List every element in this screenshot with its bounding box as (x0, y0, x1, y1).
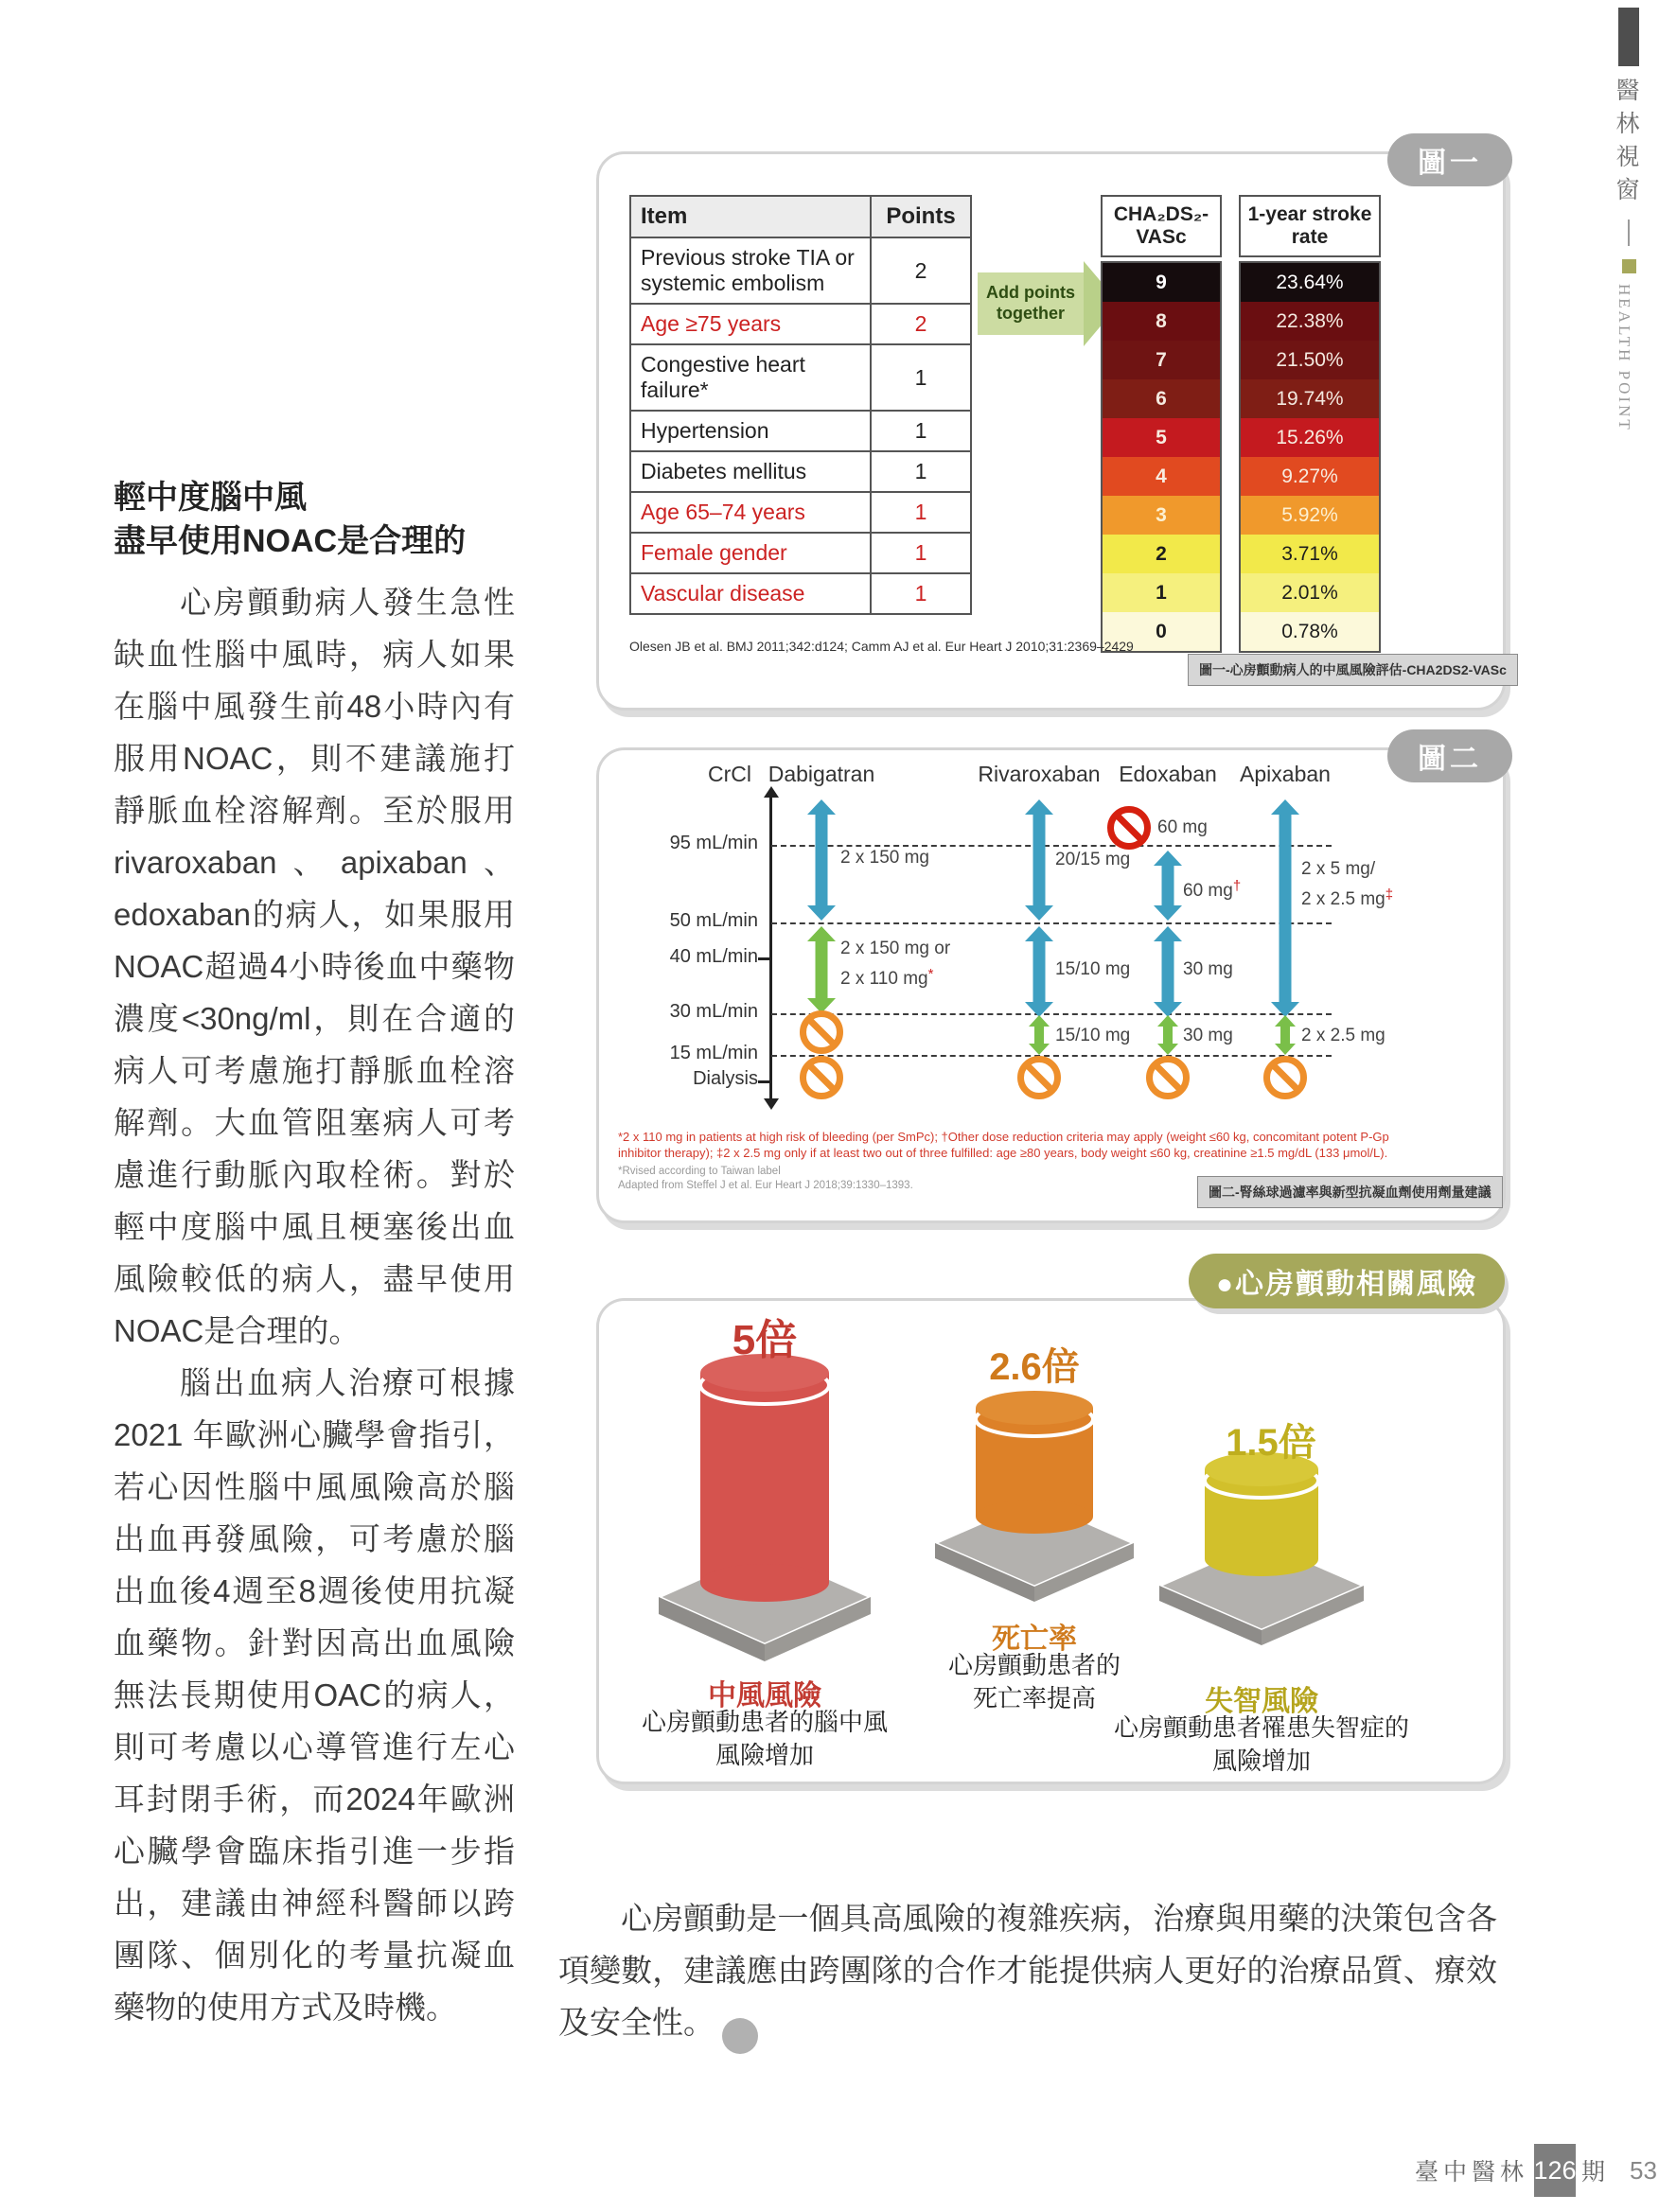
axis-label-95: 95 mL/min (669, 833, 758, 853)
score-column (1101, 195, 1222, 653)
dabigatran-high-arrow (807, 799, 836, 921)
closing-paragraph: 心房顫動是一個具高風險的複雜疾病，治療與用藥的決策包含各項變數，建議應由跨團隊的合作才能提供病人更好的治療品質、療效及安全性。 ≫ (558, 1892, 1497, 2054)
apixaban-ban-dialysis-icon (1263, 1056, 1307, 1099)
add-points-label: Add points together (978, 272, 1084, 335)
edoxaban-low-dose: 30 mg (1183, 1026, 1233, 1045)
rate-cell: 21.50% (1241, 341, 1379, 379)
table-row: Hypertension 1 (630, 411, 971, 451)
figure2-caption: 圖二-腎絲球過濾率與新型抗凝血劑使用劑量建議 (1197, 1176, 1503, 1208)
axis-label-dialysis: Dialysis (693, 1068, 758, 1089)
rate-column (1239, 195, 1381, 653)
axis-label-50: 50 mL/min (669, 910, 758, 931)
health-point-icon (1622, 259, 1636, 273)
figure3-badge: ●心房顫動相關風險 (1189, 1254, 1505, 1308)
sidebar-divider (1628, 219, 1630, 246)
gridline-50 (771, 922, 1332, 924)
col-item: Item (630, 196, 871, 237)
rivaroxaban-low-arrow (1029, 1015, 1050, 1055)
figure2-red-footnote: *2 x 110 mg in patients at high risk of bleeding (per SmPc); †Other dose reduction criteria may apply (weight ≤60 kg, concomitant potent P-Gp inhibitor therapy); ‡2 x 2.5 mg only if at least two out of three fulfilled: age ≥80 years, body weight ≤60 kg, creatinine ≥1.5 mg/dL (133 μmol/L). (618, 1130, 1389, 1160)
heading-line-1: 輕中度腦中風 (114, 480, 307, 516)
issue-suffix: 期 (1581, 2159, 1606, 2186)
figure1-citation: Olesen JB et al. BMJ 2011;342:d124; Camm AJ et al. Eur Heart J 2010;31:2369–2429 (629, 639, 1134, 654)
mortality-cylinder (926, 1384, 1143, 1604)
edoxaban-mid-arrow (1154, 926, 1182, 1017)
gridline-15 (771, 1055, 1332, 1057)
edoxaban-high-dose: 60 mg† (1183, 878, 1242, 901)
issue-number-box: 126 (1534, 2144, 1576, 2197)
rivaroxaban-low-dose: 15/10 mg (1055, 1026, 1131, 1045)
rate-cell: 15.26% (1241, 418, 1379, 457)
footnote-mark: ‡ (1385, 887, 1394, 903)
sidebar-top-bar (1618, 8, 1639, 66)
dementia-risk-desc: 心房顫動患者罹患失智症的 風險增加 (1113, 1713, 1409, 1775)
col-header-apixaban: Apixaban (1240, 762, 1331, 786)
rivaroxaban-high-dose: 20/15 mg (1055, 850, 1131, 869)
rivaroxaban-ban-dialysis-icon (1017, 1056, 1061, 1099)
sidebar-vertical-subtitle: HEALTH POINT (1615, 284, 1633, 432)
dabigatran-high-dose: 2 x 150 mg (840, 848, 929, 868)
page-footer (1415, 2144, 1657, 2197)
rate-cell: 0.78% (1241, 612, 1379, 651)
rate-cell: 9.27% (1241, 457, 1379, 496)
figure1-card (596, 148, 1507, 711)
body-paragraph-2: 腦出血病人治療可根據2021 年歐洲心臟學會指引，若心因性腦中風風險高於腦出血再發風險，可考慮於腦出血後4週至8週後使用抗凝血藥物。針對因高出血風險無法長期使用OAC的病人，則可考慮以心導管進行左心耳封閉手術，而2024年歐洲心臟學會臨床指引進一步指出，建議由神經科醫師以跨團隊、個別化的考量抗凝血藥物的使用方式及時機。 (114, 1365, 515, 2025)
figure2-gray-footnote: *Rvised according to Taiwan label Adapted from Steffel J et al. Eur Heart J 2018;39:1330–1393. (618, 1166, 913, 1191)
dabigatran-low-dose: 2 x 150 mg or 2 x 110 mg* (840, 939, 951, 989)
rivaroxaban-mid-dose: 15/10 mg (1055, 959, 1131, 979)
figure1-tab-label: 圖一 (1387, 133, 1512, 186)
dabigatran-ban-30-icon (800, 1010, 843, 1054)
score-cell: 2 (1103, 535, 1220, 573)
footnote-mark: * (927, 966, 934, 982)
edoxaban-high-arrow (1154, 851, 1182, 921)
rate-cell: 22.38% (1241, 302, 1379, 341)
chads-risk-table (629, 195, 972, 615)
score-cell: 4 (1103, 457, 1220, 496)
dementia-risk-label: 失智風險 (1205, 1686, 1318, 1717)
figure1-caption: 圖一-心房顫動病人的中風風險評估-CHA2DS2-VASc (1188, 654, 1518, 686)
dabigatran-ban-dialysis-icon (800, 1056, 843, 1099)
stroke-risk-value: 5倍 (732, 1317, 798, 1363)
figure2-tab-label: 圖二 (1387, 729, 1512, 782)
rate-cell: 2.01% (1241, 573, 1379, 612)
score-cell: 6 (1103, 379, 1220, 418)
rivaroxaban-high-arrow (1025, 799, 1053, 921)
score-cell: 3 (1103, 496, 1220, 535)
body-paragraph-1: 心房顫動病人發生急性缺血性腦中風時，病人如果在腦中風發生前48小時內有服用NOAC，則不建議施打靜脈血栓溶解劑。至於服用rivaroxaban、apixaban、edoxaban的病人，如果服用NOAC超過4小時後血中藥物濃度<30ng/ml，則在合適的病人可考慮施打靜脈血栓溶解劑。大血管阻塞病人可考慮進行動脈內取栓術。對於輕中度腦中風且梗塞後出血風險較低的病人，盡早使用NOAC是合理的。 (114, 585, 515, 1348)
dabigatran-low-arrow (807, 926, 836, 1013)
figure2-card (596, 744, 1506, 1223)
heading-line-2: 盡早使用NOAC是合理的 (114, 523, 467, 559)
table-header-row (630, 196, 971, 237)
score-cell: 5 (1103, 418, 1220, 457)
edoxaban-low-arrow (1157, 1015, 1178, 1055)
apixaban-low-dose: 2 x 2.5 mg (1301, 1026, 1385, 1045)
mortality-label: 死亡率 (992, 1624, 1077, 1655)
mortality-desc: 心房顫動患者的 死亡率提高 (947, 1651, 1121, 1712)
table-row: Vascular disease 1 (630, 573, 971, 614)
apixaban-high-arrow (1271, 799, 1299, 1017)
stroke-risk-desc: 心房顫動患者的腦中風 風險增加 (641, 1708, 888, 1769)
col-header-dabigatran: Dabigatran (768, 762, 875, 786)
axis-arrow-down-icon (764, 1098, 779, 1110)
tick-40 (758, 957, 771, 960)
dementia-risk-value: 1.5倍 (1226, 1422, 1316, 1464)
score-cell: 1 (1103, 573, 1220, 612)
col-header-crcl: CrCl (708, 762, 751, 786)
rivaroxaban-mid-arrow (1025, 926, 1053, 1017)
table-row: Diabetes mellitus 1 (630, 451, 971, 492)
end-mark-icon: ≫ (722, 2018, 758, 2054)
rate-cell: 5.92% (1241, 496, 1379, 535)
left-column (114, 476, 515, 2033)
sidebar-vertical-title: 醫林視窗 (1613, 78, 1639, 210)
apixaban-low-arrow (1275, 1015, 1296, 1055)
rate-cell: 3.71% (1241, 535, 1379, 573)
stroke-risk-label: 中風風險 (708, 1680, 821, 1712)
table-row: Female gender 1 (630, 533, 971, 573)
col-points: Points (871, 196, 971, 237)
axis-arrow-up-icon (764, 786, 779, 798)
table-row: Previous stroke TIA or systemic embolism 2 (630, 237, 971, 304)
axis-label-30: 30 mL/min (669, 1001, 758, 1022)
edoxaban-mid-dose: 30 mg (1183, 959, 1233, 979)
axis-label-15: 15 mL/min (669, 1043, 758, 1063)
score-cell: 9 (1103, 263, 1220, 302)
rate-cell: 23.64% (1241, 263, 1379, 302)
stroke-risk-cylinder (656, 1346, 874, 1663)
score-cell: 8 (1103, 302, 1220, 341)
score-column-header: CHA₂DS₂-VASc (1101, 195, 1222, 257)
table-row: Congestive heart failure* 1 (630, 344, 971, 411)
col-header-edoxaban: Edoxaban (1119, 762, 1217, 786)
dementia-risk-cylinder (1153, 1446, 1370, 1647)
edoxaban-60mg-ban-icon (1107, 806, 1151, 850)
apixaban-high-dose: 2 x 5 mg/ 2 x 2.5 mg‡ (1301, 859, 1394, 909)
axis-label-40: 40 mL/min (669, 946, 758, 967)
journal-name: 臺中醫林 (1415, 2159, 1529, 2186)
edoxaban-banned-dose: 60 mg (1157, 817, 1208, 837)
figure3-card (596, 1269, 1506, 1784)
table-row: Age ≥75 years 2 (630, 304, 971, 344)
tick-dialysis (758, 1080, 771, 1083)
edoxaban-ban-dialysis-icon (1146, 1056, 1190, 1099)
page-number: 53 (1630, 2155, 1657, 2185)
col-header-rivaroxaban: Rivaroxaban (978, 762, 1101, 786)
rate-column-header: 1-year stroke rate (1239, 195, 1381, 257)
footnote-mark: † (1232, 878, 1242, 894)
rate-cell: 19.74% (1241, 379, 1379, 418)
mortality-value: 2.6倍 (989, 1346, 1080, 1388)
score-cell: 0 (1103, 612, 1220, 651)
section-heading (114, 476, 515, 563)
table-row: Age 65–74 years 1 (630, 492, 971, 533)
score-cell: 7 (1103, 341, 1220, 379)
